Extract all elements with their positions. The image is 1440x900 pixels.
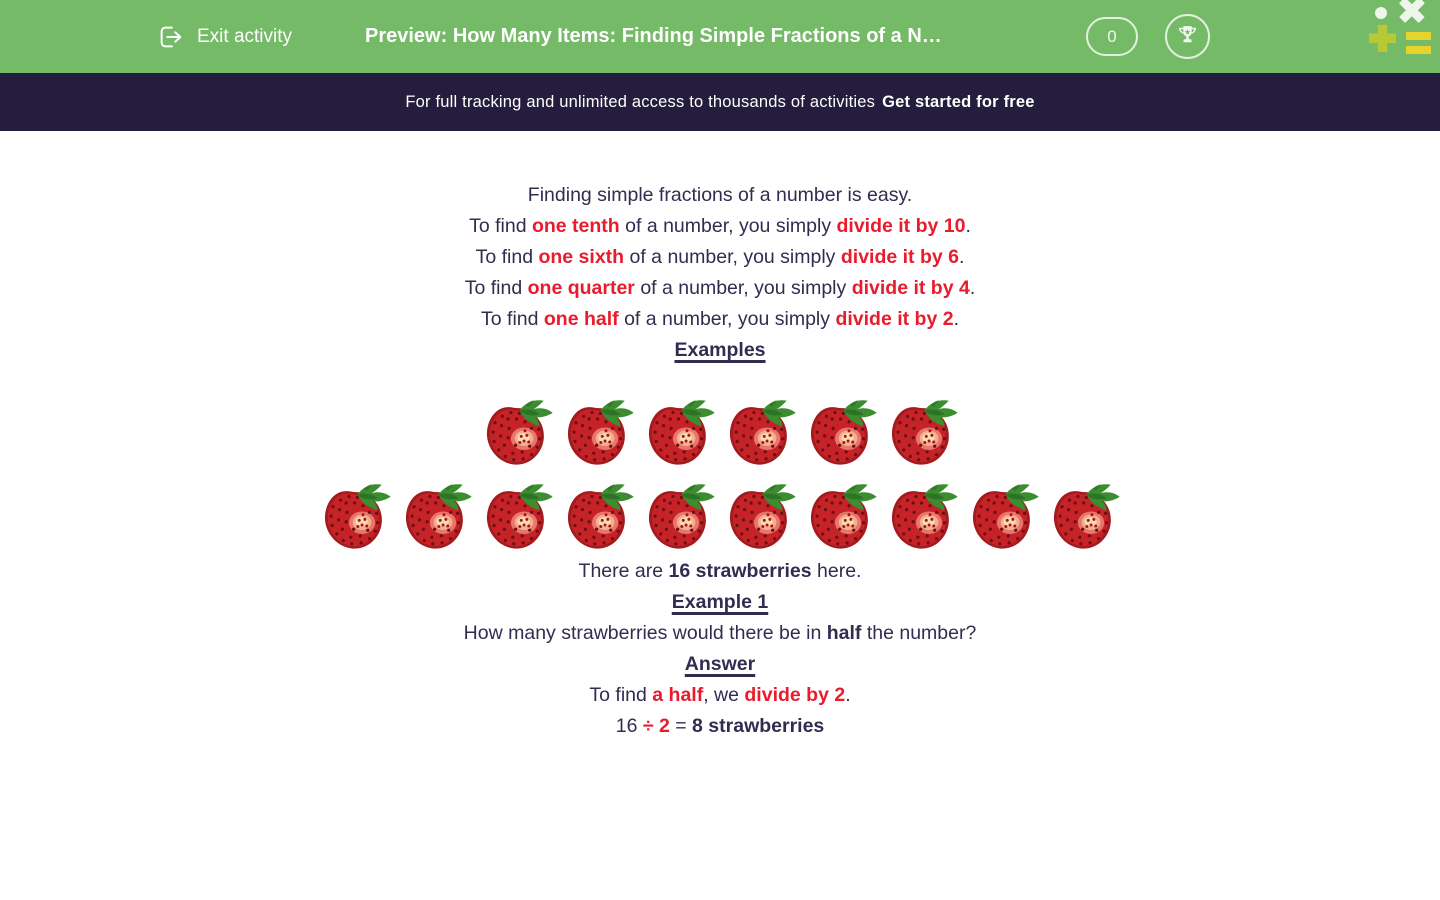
promo-text: For full tracking and unlimited access to thousands of activities [405, 92, 876, 111]
strawberry-icon [723, 480, 798, 556]
answer-line-1: To find a half, we divide by 2. [589, 684, 851, 706]
exit-arrow-icon [156, 22, 186, 52]
strawberry-icon [723, 396, 798, 472]
strawberry-icon [642, 396, 717, 472]
strawberry-count-line: There are 16 strawberries here. [578, 560, 862, 582]
score-badge [1086, 17, 1138, 56]
get-started-link[interactable]: Get started for free [882, 92, 1035, 111]
rule-line-sixth: To find one sixth of a number, you simply divide it by 6. [475, 246, 965, 268]
strawberry-icon [885, 480, 960, 556]
strawberry-icon [399, 480, 474, 556]
strawberry-icon [885, 396, 960, 472]
strawberry-icon [318, 480, 393, 556]
rule-line-half: To find one half of a number, you simply divide it by 2. [481, 308, 959, 330]
strawberry-icon [480, 480, 555, 556]
math-symbols-logo [1364, 0, 1440, 69]
strawberry-icon [804, 480, 879, 556]
rule-line-quarter: To find one quarter of a number, you simply divide it by 4. [464, 277, 976, 299]
intro-line: Finding simple fractions of a number is easy. [527, 184, 913, 206]
strawberry-icon [480, 396, 555, 472]
trophy-button[interactable] [1165, 14, 1210, 59]
answer-line-2: 16 ÷ 2 = 8 strawberries [615, 715, 825, 737]
strawberry-icon [642, 480, 717, 556]
strawberry-icon [1047, 480, 1122, 556]
activity-content [0, 131, 1440, 742]
strawberry-row-top [0, 396, 1440, 472]
score-value: 0 [1107, 26, 1117, 46]
exit-activity-label: Exit activity [197, 25, 293, 47]
rule-line-tenth: To find one tenth of a number, you simply divide it by 10. [469, 215, 971, 237]
strawberry-icon [804, 396, 879, 472]
trophy-icon [1175, 23, 1200, 51]
strawberry-icon [966, 480, 1041, 556]
page-title: Preview: How Many Items: Finding Simple Fractions of a N… [365, 25, 942, 47]
app-header [0, 0, 1440, 73]
strawberry-row-bottom [0, 480, 1440, 556]
example1-heading: Example 1 [671, 591, 769, 613]
exit-activity-button[interactable] [150, 0, 298, 73]
promo-banner [0, 73, 1440, 131]
example1-question: How many strawberries would there be in half the number? [463, 622, 977, 644]
strawberry-icon [561, 396, 636, 472]
examples-heading: Examples [674, 339, 766, 361]
strawberry-icon [561, 480, 636, 556]
answer-heading: Answer [684, 653, 756, 675]
